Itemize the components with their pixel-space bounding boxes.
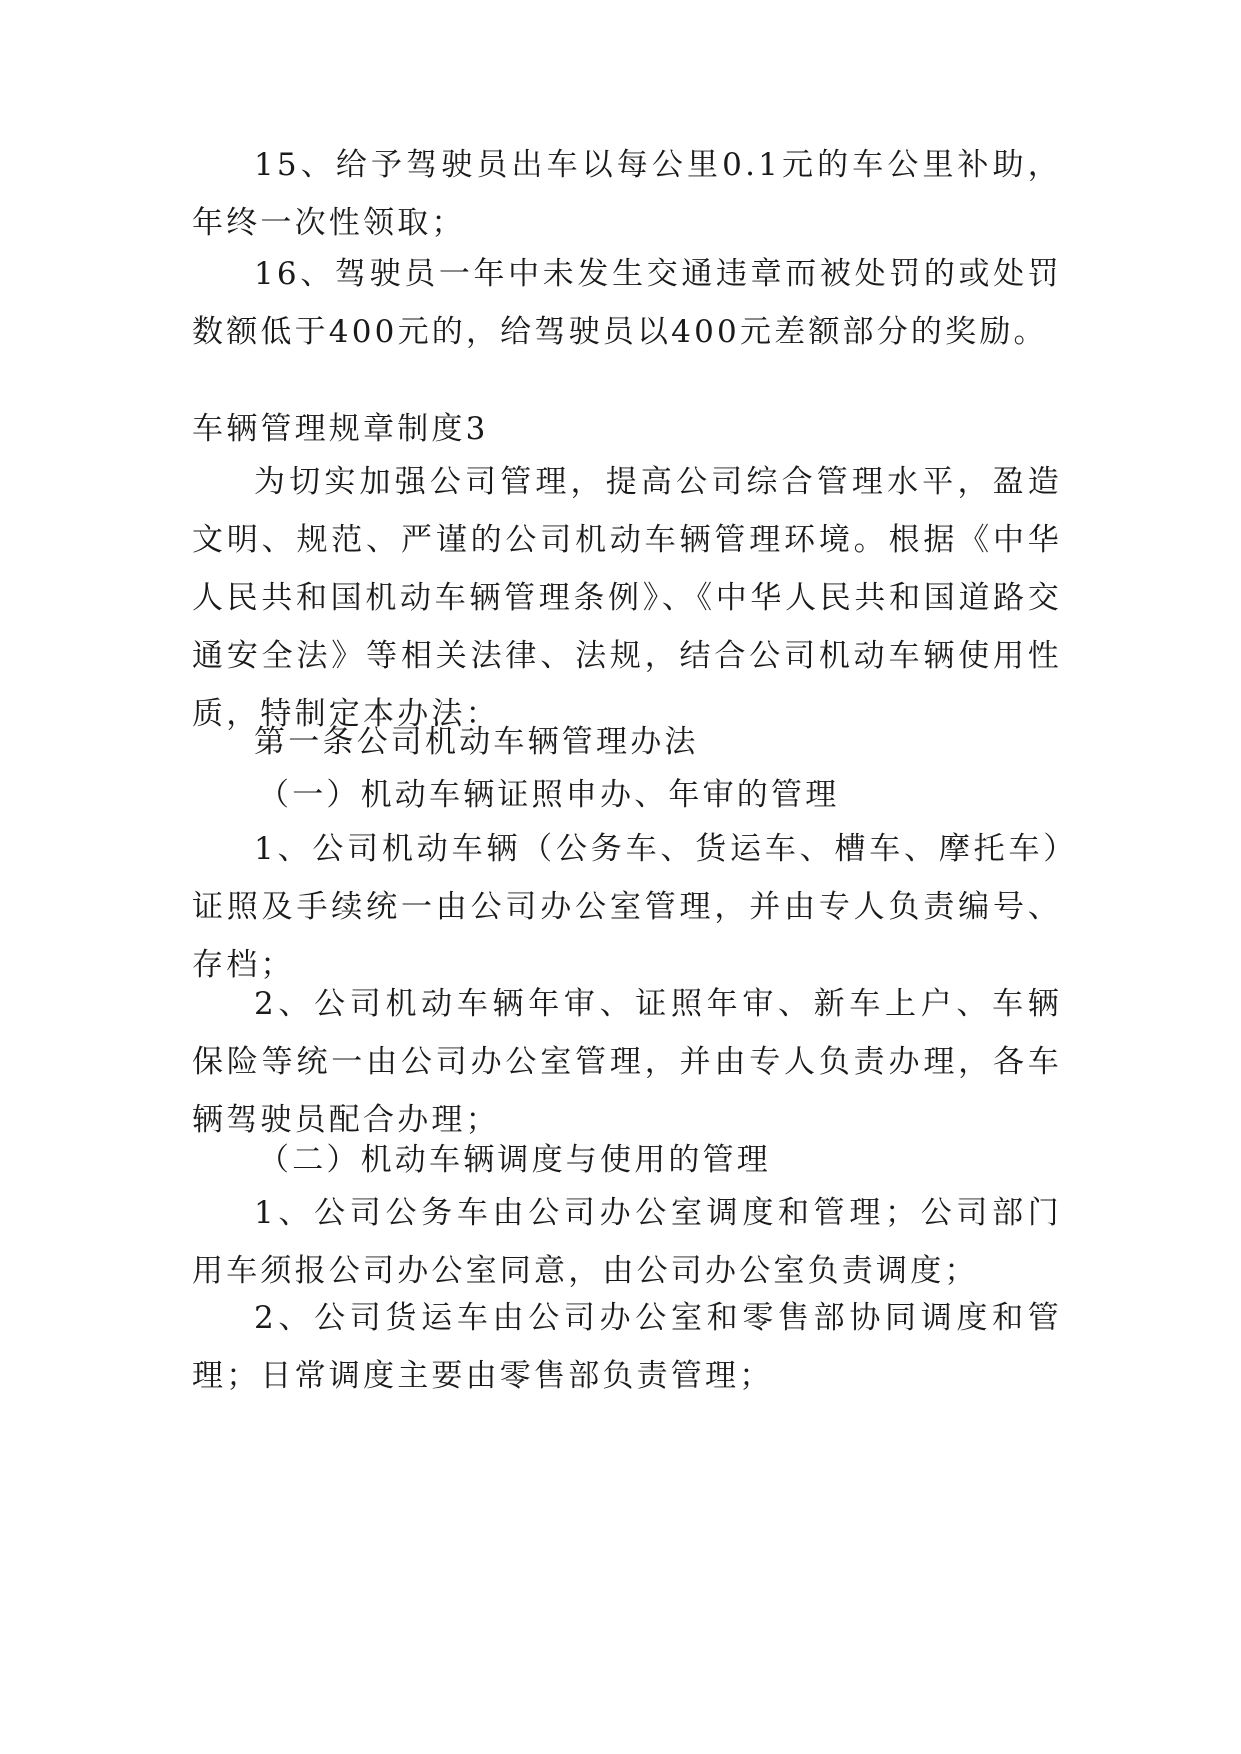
paragraph-item-15: 15、给予驾驶员出车以每公里0.1元的车公里补助，年终一次性领取； [192, 147, 1062, 241]
paragraph-item-16: 16、驾驶员一年中未发生交通违章而被处罚的或处罚数额低于400元的，给驾驶员以400元差额部分的奖励。 [192, 256, 1062, 350]
list-item: 2、公司货运车由公司办公室和零售部协同调度和管理；日常调度主要由零售部负责管理； [192, 1300, 1062, 1394]
article-heading: 第一条公司机动车辆管理办法 [254, 724, 699, 760]
list-item: 1、公司机动车辆（公务车、货运车、槽车、摩托车）证照及手续统一由公司办公室管理，并由专人负责编号、存档； [192, 831, 1062, 983]
intro-paragraph: 为切实加强公司管理，提高公司综合管理水平，盈造文明、规范、严谨的公司机动车辆管理环境。根据《中华人民共和国机动车辆管理条例》、《中华人民共和国道路交通安全法》等相关法律、法规，结合公司机动车辆使用性质，特制定本办法： [192, 464, 1062, 732]
subsection-heading-1: （一）机动车辆证照申办、年审的管理 [258, 777, 840, 813]
section-title: 车辆管理规章制度3 [192, 411, 489, 447]
list-item: 2、公司机动车辆年审、证照年审、新车上户、车辆保险等统一由公司办公室管理，并由专人负责办理，各车辆驾驶员配合办理； [192, 986, 1062, 1138]
list-item: 1、公司公务车由公司办公室调度和管理；公司部门用车须报公司办公室同意，由公司办公室负责调度； [192, 1195, 1062, 1289]
subsection-heading-2: （二）机动车辆调度与使用的管理 [258, 1142, 771, 1178]
